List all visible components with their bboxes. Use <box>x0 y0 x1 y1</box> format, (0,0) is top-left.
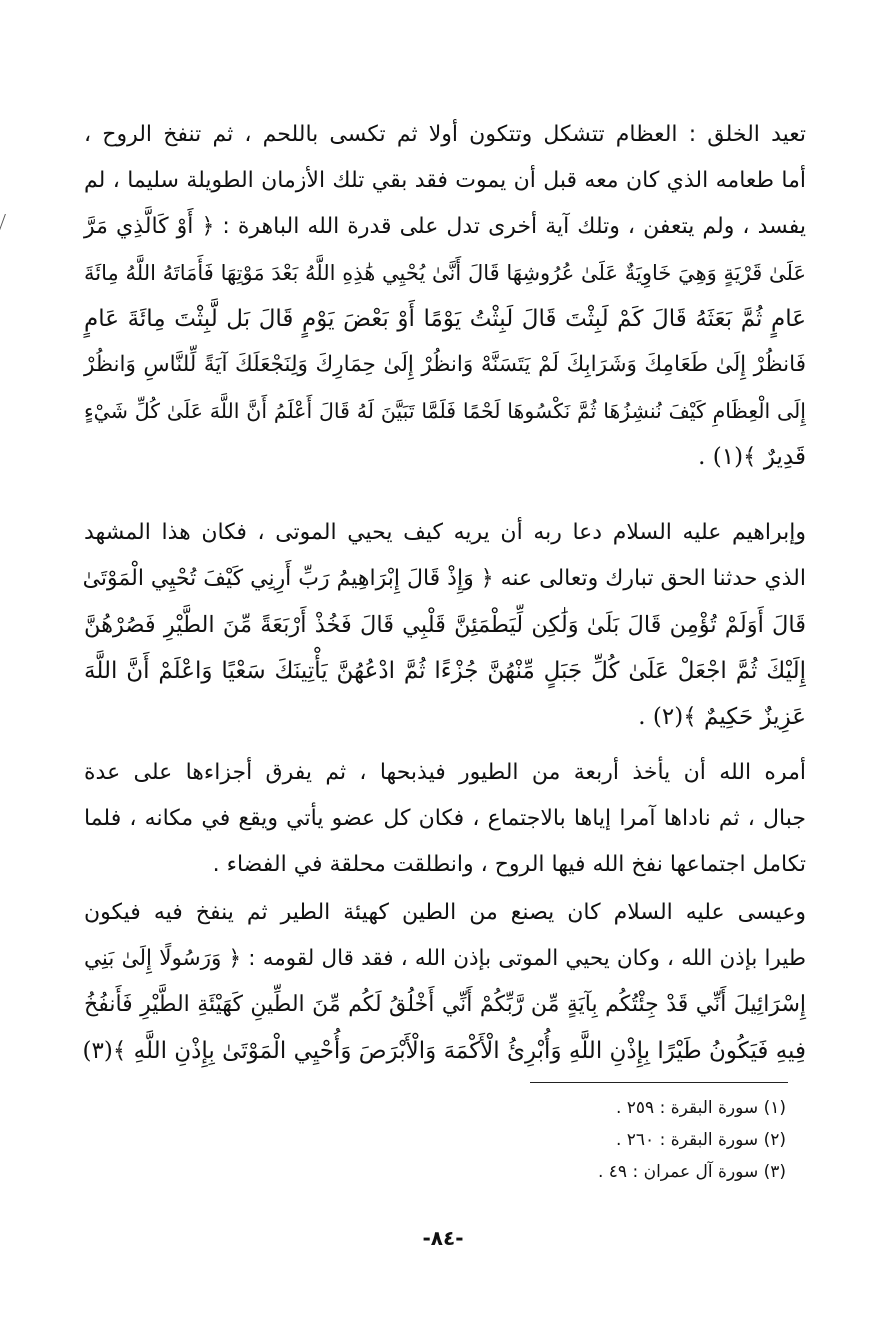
text-line: تعيد الخلق : العظام تتشكل وتتكون أولا ثم تكسى باللحم ، ثم تنفخ الروح ، <box>84 122 806 147</box>
quran-verse-line: قَدِيرٌ ﴾(١) . <box>698 444 806 470</box>
text-line: وعيسى عليه السلام كان يصنع من الطين كهيئة الطير ثم ينفخ فيه فيكون <box>84 900 806 925</box>
footnote-item: (٢) سورة البقرة : ٢٦٠ . <box>615 1130 786 1150</box>
text-line: تكامل اجتماعها نفخ الله فيها الروح ، وانطلقت محلقة في الفضاء . <box>212 852 806 877</box>
quran-verse-line: فِيهِ فَيَكُونُ طَيْرًا بِإِذْنِ اللَّهِ وَأُبْرِئُ الْأَكْمَهَ وَالْأَبْرَصَ وَأُحْيِي الْمَوْتَىٰ بِإِذْنِ اللَّهِ ﴾(٣) <box>82 1038 806 1064</box>
text-line: الذي حدثنا الحق تبارك وتعالى عنه ﴿ وَإِذْ قَالَ إِبْرَاهِيمُ رَبِّ أَرِنِي كَيْفَ تُحْيِي الْمَوْتَىٰ <box>82 566 806 591</box>
page-number: -٨٤- <box>422 1226 464 1250</box>
quran-verse-line: إِلَى الْعِظَامِ كَيْفَ نُنشِزُهَا ثُمَّ نَكْسُوهَا لَحْمًا فَلَمَّا تَبَيَّنَ لَهُ قَالَ أَعْلَمُ أَنَّ اللَّهَ عَلَىٰ كُلِّ شَيْءٍ <box>84 399 806 423</box>
paragraph-isa-clay-bird <box>84 890 806 1074</box>
quran-verse-line: عَزِيزٌ حَكِيمٌ ﴾(٢) . <box>638 704 806 730</box>
paragraph-resurrection-example <box>84 112 806 480</box>
quran-verse-line: عَامٍ ثُمَّ بَعَثَهُ قَالَ كَمْ لَبِثْتَ قَالَ لَبِثْتُ يَوْمًا أَوْ بَعْضَ يَوْمٍ قَالَ بَل لَّبِثْتَ مِائَةَ عَامٍ <box>84 306 806 332</box>
text-line: يفسد ، ولم يتعفن ، وتلك آية أخرى تدل على قدرة الله الباهرة : ﴿ أَوْ كَالَّذِي مَرَّ <box>84 214 806 239</box>
footnotes <box>386 1092 786 1188</box>
text-line: طيرا بإذن الله ، وكان يحيي الموتى بإذن الله ، فقد قال لقومه : ﴿ وَرَسُولًا إِلَىٰ بَنِي <box>84 946 806 971</box>
paragraph-ibrahim-birds <box>84 510 806 740</box>
text-line: جبال ، ثم ناداها آمرا إياها بالاجتماع ، فكان كل عضو يأتي ويقع في مكانه ، فلما <box>84 806 806 831</box>
quran-verse-line: قَالَ أَوَلَمْ تُؤْمِن قَالَ بَلَىٰ وَلَٰكِن لِّيَطْمَئِنَّ قَلْبِي قَالَ فَخُذْ أَرْبَعَةً مِّنَ الطَّيْرِ فَصُرْهُنَّ <box>84 612 806 638</box>
quran-verse-line: عَلَىٰ قَرْيَةٍ وَهِيَ خَاوِيَةٌ عَلَىٰ عُرُوشِهَا قَالَ أَنَّىٰ يُحْيِي هَٰذِهِ اللَّهُ بَعْدَ مَوْتِهَا فَأَمَاتَهُ اللَّهُ مِائَةَ <box>84 261 806 285</box>
text-line: أمره الله أن يأخذ أربعة من الطيور فيذبحها ، ثم يفرق أجزاءها على عدة <box>84 760 806 785</box>
text-line: أما طعامه الذي كان معه قبل أن يموت فقد بقي تلك الأزمان الطويلة سليما ، لم <box>84 168 806 193</box>
footnote-item: (١) سورة البقرة : ٢٥٩ . <box>615 1098 786 1118</box>
margin-mark <box>0 214 11 230</box>
quran-verse-line: إِسْرَائِيلَ أَنِّي قَدْ جِئْتُكُم بِآيَةٍ مِّن رَّبِّكُمْ أَنِّي أَخْلُقُ لَكُم مِّنَ الطِّينِ كَهَيْئَةِ الطَّيْرِ فَأَنفُخُ <box>84 992 806 1017</box>
quran-verse-line: فَانظُرْ إِلَىٰ طَعَامِكَ وَشَرَابِكَ لَمْ يَتَسَنَّهْ وَانظُرْ إِلَىٰ حِمَارِكَ وَلِنَجْعَلَكَ آيَةً لِّلنَّاسِ وَانظُرْ <box>84 352 806 377</box>
quran-verse-line: إِلَيْكَ ثُمَّ اجْعَلْ عَلَىٰ كُلِّ جَبَلٍ مِّنْهُنَّ جُزْءًا ثُمَّ ادْعُهُنَّ يَأْتِينَكَ سَعْيًا وَاعْلَمْ أَنَّ اللَّهَ <box>84 658 806 684</box>
text-line: وإبراهيم عليه السلام دعا ربه أن يريه كيف يحيي الموتى ، فكان هذا المشهد <box>84 520 806 545</box>
paragraph-birds-explanation <box>84 750 806 888</box>
footnote-item: (٣) سورة آل عمران : ٤٩ . <box>597 1162 786 1182</box>
footnote-divider <box>530 1082 788 1083</box>
